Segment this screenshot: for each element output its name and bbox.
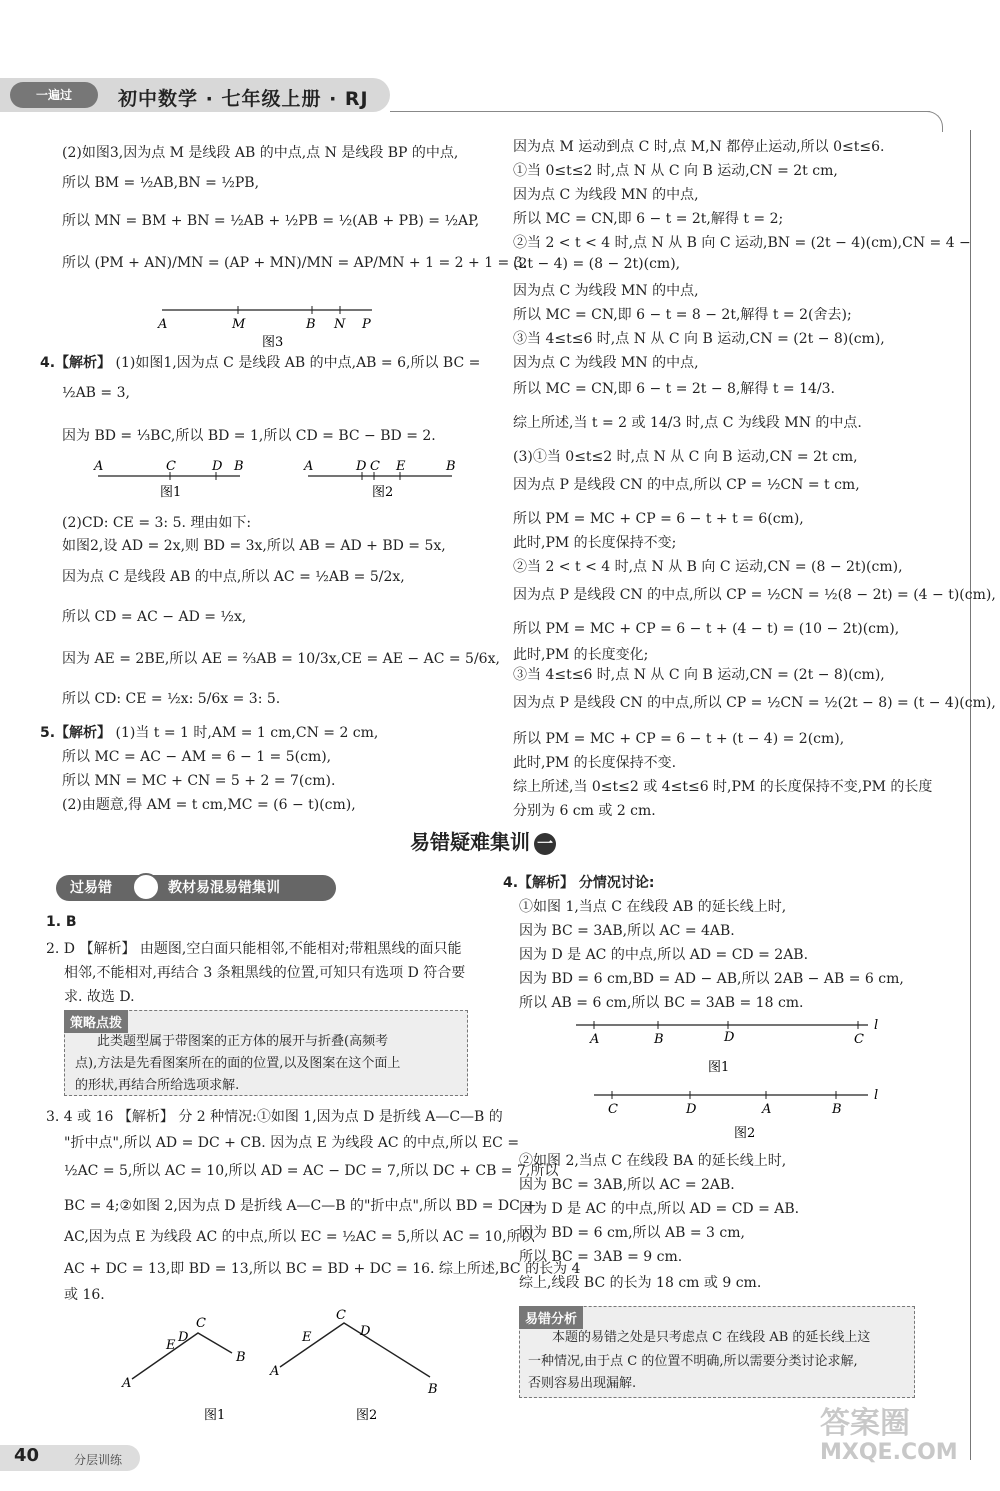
tag-emblem-icon: [132, 873, 160, 901]
text-line: 所以 PM = MC + CP = 6 − t + (t − 4) = 2(cm),: [513, 731, 845, 747]
fig3-caption: 图3: [262, 335, 284, 350]
text-line: 所以 PM = MC + CP = 6 − t + (4 − t) = (10 − 2t)(cm),: [513, 621, 900, 637]
text-line: 或 16.: [64, 1287, 105, 1303]
fig3-label-b: B: [306, 317, 316, 332]
svg-text:D: D: [724, 1030, 735, 1045]
q3-figures: [110, 1305, 490, 1425]
svg-text:C: C: [370, 459, 380, 474]
text-line: ②当 2 < t < 4 时,点 N 从 B 向 C 运动,CN = (8 − 2t)(cm),: [513, 559, 903, 575]
figure-3: [150, 300, 390, 360]
q4-head: 4.【解析】: [40, 355, 112, 371]
fig3-label-p: P: [362, 317, 371, 332]
right-margin-rule: [970, 130, 971, 1460]
text-line: (1)如图1,因为点 C 是线段 AB 的中点,AB = 6,所以 BC =: [115, 355, 481, 371]
q4b-figures: [570, 1015, 890, 1145]
text-line: 求. 故选 D.: [64, 989, 135, 1005]
tag-long-label: 教材易混易错集训: [168, 880, 280, 896]
svg-text:图1: 图1: [204, 1408, 226, 1423]
text-line: 此时,PM 的长度保持不变;: [513, 535, 677, 551]
text-line: ½AC = 5,所以 AC = 10,所以 AD = AC − DC = 7,所以 DC + CB = 7,所以: [64, 1163, 559, 1179]
svg-text:C: C: [166, 459, 176, 474]
svg-text:B: B: [236, 1350, 246, 1365]
text-line: 综上所述,当 t = 2 或 14/3 时,点 C 为线段 MN 的中点.: [513, 415, 862, 431]
text-line: ③当 4≤t≤6 时,点 N 从 C 向 B 运动,CN = (2t − 8)(cm),: [513, 331, 885, 347]
text-line: 所以 (PM + AN)/MN = (AP + MN)/MN = AP/MN + 1 = 2 + 1 = 3.: [62, 255, 528, 271]
svg-text:A: A: [590, 1032, 600, 1047]
svg-text:A: A: [270, 1364, 280, 1379]
text-line: 因为 BD = ⅓BC,所以 BD = 1,所以 CD = BC − BD = 2.: [62, 428, 436, 444]
svg-text:B: B: [234, 459, 244, 474]
text-line: (2t − 4) = (8 − 2t)(cm),: [513, 256, 681, 272]
text-line: 因为点 C 是线段 AB 的中点,所以 AC = ½AB = 5/2x,: [62, 569, 405, 585]
svg-text:D: D: [360, 1324, 371, 1339]
svg-text:D: D: [686, 1102, 697, 1117]
text-line: 所以 MN = MC + CN = 5 + 2 = 7(cm).: [62, 773, 336, 789]
svg-text:B: B: [654, 1032, 664, 1047]
svg-text:C: C: [196, 1316, 206, 1331]
svg-text:图1: 图1: [708, 1060, 730, 1075]
svg-text:E: E: [166, 1338, 176, 1353]
text-line: 此时,PM 的长度保持不变.: [513, 755, 677, 771]
text-line: 所以 MC = CN,即 6 − t = 8 − 2t,解得 t = 2(舍去);: [513, 307, 852, 323]
text-line: 因为点 P 是线段 CN 的中点,所以 CP = ½CN = ½(2t − 8) = (t − 4)(cm),: [513, 695, 996, 711]
text-line: ①当 0≤t≤2 时,点 N 从 C 向 B 运动,CN = 2t cm,: [513, 163, 838, 179]
page-header: [0, 78, 940, 116]
svg-text:图2: 图2: [372, 485, 394, 500]
strategy-label: 策略点拨: [64, 1010, 128, 1033]
svg-text:A: A: [122, 1376, 132, 1391]
text-line: (2)CD: CE = 3: 5. 理由如下:: [62, 515, 252, 531]
text-line: 如图2,设 AD = 2x,则 BD = 3x,所以 AB = AD + BD = 5x,: [62, 538, 446, 554]
svg-text:A: A: [94, 459, 104, 474]
text-line: 所以 BM = ½AB,BN = ½PB,: [62, 175, 260, 191]
svg-text:l: l: [874, 1018, 879, 1033]
category-tag-bar: [56, 875, 336, 901]
q4-figure-1: [90, 458, 260, 508]
svg-text:图2: 图2: [734, 1126, 756, 1141]
svg-text:D: D: [356, 459, 367, 474]
watermark-url: MXQE.COM: [820, 1440, 958, 1465]
svg-text:B: B: [446, 459, 456, 474]
text-line: AC + DC = 13,即 BD = 13,所以 BC = BD + DC = 16. 综上所述,BC 的长为 4: [64, 1261, 581, 1277]
svg-text:C: C: [854, 1032, 864, 1047]
error-analysis-label: 易错分析: [519, 1306, 583, 1329]
svg-text:C: C: [336, 1308, 346, 1323]
text-line: 因为点 C 为线段 MN 的中点,: [513, 283, 699, 299]
text-line: 因为点 C 为线段 MN 的中点,: [513, 355, 699, 371]
text-line: ③当 4≤t≤6 时,点 N 从 C 向 B 运动,CN = (2t − 8)(cm),: [513, 667, 885, 683]
text-line: (2)由题意,得 AM = t cm,MC = (6 − t)(cm),: [62, 797, 356, 813]
text-line: 综上所述,当 0≤t≤2 或 4≤t≤6 时,PM 的长度保持不变,PM 的长度: [513, 779, 933, 795]
svg-text:D: D: [212, 459, 223, 474]
error-analysis-box: 易错分析 本题的易错之处是只考虑点 C 在线段 AB 的延长线上这 一种情况,由于点 C 的位置不明确,所以需要分类讨论求解, 否则容易出现漏解.: [519, 1306, 915, 1398]
text-line: 所以 MN = BM + BN = ½AB + ½PB = ½(AB + PB) = ½AP,: [62, 213, 480, 229]
svg-text:图1: 图1: [160, 485, 182, 500]
svg-text:E: E: [302, 1330, 312, 1345]
text-line: (3)①当 0≤t≤2 时,点 N 从 C 向 B 运动,CN = 2t cm,: [513, 449, 858, 465]
text-line: 因为点 M 运动到点 C 时,点 M,N 都停止运动,所以 0≤t≤6.: [513, 139, 885, 155]
svg-text:B: B: [428, 1382, 438, 1397]
header-curve: [920, 111, 943, 132]
q5-head: 5.【解析】: [40, 725, 112, 741]
text-line: 所以 MC = AC − AM = 6 − 1 = 5(cm),: [62, 749, 332, 765]
section-title: 易错疑难集训 一: [410, 826, 556, 855]
text-line: 所以 PM = MC + CP = 6 − t + t = 6(cm),: [513, 511, 804, 527]
text-line: 因为点 P 是线段 CN 的中点,所以 CP = ½CN = ½(8 − 2t) = (4 − t)(cm),: [513, 587, 996, 603]
watermark-logo: 答案圈: [820, 1406, 910, 1441]
text-line: "折中点",所以 AD = DC + CB. 因为点 E 为线段 AC 的中点,所以 EC =: [64, 1135, 520, 1151]
text-line: BC = 4;②如图 2,因为点 D 是折线 A—C—B 的"折中点",所以 BD = DC +: [64, 1198, 537, 1214]
text-line: 因为点 P 是线段 CN 的中点,所以 CP = ½CN = t cm,: [513, 477, 860, 493]
book-title: 初中数学 · 七年级上册 · RJ: [118, 88, 369, 110]
text-line: 因为点 C 为线段 MN 的中点,: [513, 187, 699, 203]
series-logo: 一遍过: [10, 82, 98, 108]
fig3-label-n: N: [334, 317, 346, 332]
header-rule: [390, 111, 930, 112]
text-line: 2. D 【解析】 由题图,空白面只能相邻,不能相对;带粗黑线的面只能: [46, 941, 462, 957]
svg-text:D: D: [178, 1330, 189, 1345]
answer-1: 1. B: [46, 914, 77, 930]
svg-text:图2: 图2: [356, 1408, 378, 1423]
text-line: 所以 CD: CE = ½x: 5/6x = 3: 5.: [62, 691, 281, 707]
text-line: ½AB = 3,: [62, 385, 130, 401]
q4-figure-2: [300, 458, 470, 508]
text-line: 所以 MC = CN,即 6 − t = 2t − 8,解得 t = 14/3.: [513, 381, 836, 397]
text-line: 此时,PM 的长度变化;: [513, 647, 649, 663]
text-line: ②当 2 < t < 4 时,点 N 从 B 向 C 运动,BN = (2t − 4)(cm),CN = 4 −: [513, 235, 971, 251]
svg-text:E: E: [396, 459, 406, 474]
svg-text:C: C: [608, 1102, 618, 1117]
text-line: 3. 4 或 16 【解析】 分 2 种情况:①如图 1,因为点 D 是折线 A—C—B 的: [46, 1109, 503, 1125]
section-number-badge: 一: [534, 833, 556, 855]
tag-short-label: 过易错: [70, 880, 112, 896]
text-line: 所以 CD = AC − AD = ½x,: [62, 609, 247, 625]
text-line: 所以 MC = CN,即 6 − t = 2t,解得 t = 2;: [513, 211, 784, 227]
text-line: 相邻,不能相对,再结合 3 条粗黑线的位置,可知只有选项 D 符合要: [64, 965, 466, 981]
text-line: 分别为 6 cm 或 2 cm.: [513, 803, 656, 819]
text-line: (2)如图3,因为点 M 是线段 AB 的中点,点 N 是线段 BP 的中点,: [62, 145, 459, 161]
fig3-label-m: M: [232, 317, 246, 332]
strategy-box: 策略点拨 此类题型属于带图案的正方体的展开与折叠(高频考 点),方法是先看图案所在的面的位置,以及图案在这个面上 的形状,再结合所给选项求解.: [64, 1010, 468, 1096]
text-line: (1)当 t = 1 时,AM = 1 cm,CN = 2 cm,: [115, 725, 379, 741]
text-line: AC,因为点 E 为线段 AC 的中点,所以 EC = ½AC = 5,所以 AC = 10,所以: [64, 1229, 535, 1245]
footer-label: 分层训练: [74, 1453, 123, 1467]
svg-text:l: l: [874, 1088, 879, 1103]
svg-text:A: A: [304, 459, 314, 474]
svg-text:A: A: [762, 1102, 772, 1117]
svg-text:B: B: [832, 1102, 842, 1117]
page-number: 40: [14, 1445, 40, 1466]
fig3-label-a: A: [158, 317, 168, 332]
text-line: 因为 AE = 2BE,所以 AE = ⅔AB = 10/3x,CE = AE − AC = 5/6x,: [62, 651, 500, 667]
